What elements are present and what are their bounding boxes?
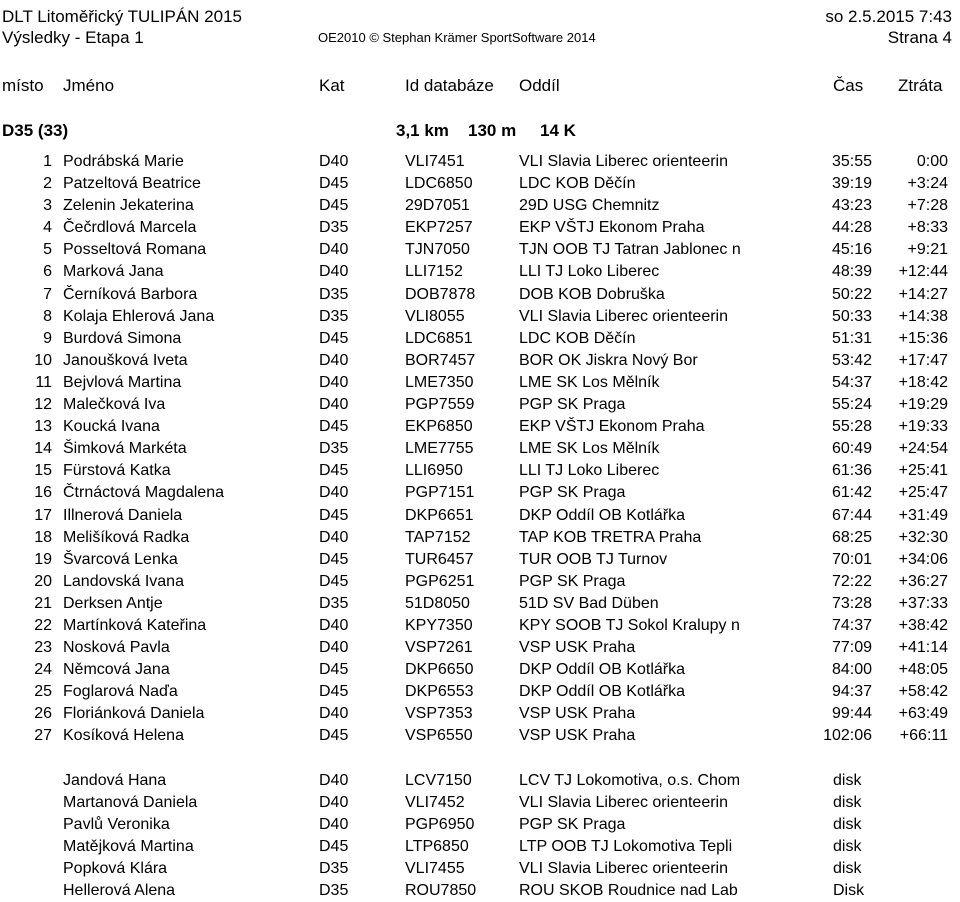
status: disk: [833, 793, 862, 811]
place: 25: [34, 683, 52, 701]
loss: +66:11: [899, 727, 948, 745]
competitor-name: Zelenin Jekaterina: [63, 197, 194, 215]
database-id: LCV7150: [405, 771, 472, 789]
database-id: PGP6251: [405, 572, 475, 590]
loss: +14:38: [898, 307, 948, 325]
table-row: [0, 151, 960, 173]
club: EKP VŠTJ Ekonom Praha: [519, 219, 705, 237]
loss: +58:42: [898, 683, 948, 701]
place: 13: [34, 418, 52, 436]
club: LDC KOB Děčín: [519, 175, 636, 193]
competitor-name: Kosíková Helena: [63, 727, 184, 745]
table-row: [0, 438, 960, 460]
competitor-name: Landovská Ivana: [63, 572, 184, 590]
place: 5: [43, 241, 52, 259]
database-id: LTP6850: [405, 837, 469, 855]
category: D35: [319, 440, 349, 458]
place: 8: [43, 307, 52, 325]
category: D35: [319, 859, 349, 877]
competitor-name: Kolaja Ehlerová Jana: [63, 307, 215, 325]
course-climb: 130 m: [468, 121, 517, 140]
loss: +31:49: [898, 506, 948, 524]
loss: +25:47: [898, 484, 948, 502]
loss: +15:36: [898, 329, 948, 347]
database-id: 51D8050: [405, 594, 470, 612]
table-row: [0, 482, 960, 504]
club: LME SK Los Mělník: [519, 373, 660, 391]
category: D35: [319, 594, 349, 612]
table-row: [0, 284, 960, 306]
table-row: [0, 217, 960, 239]
database-id: VSP7353: [405, 705, 473, 723]
time: 102:06: [823, 727, 872, 745]
table-row: [0, 350, 960, 372]
competitor-name: Matějková Martina: [63, 837, 194, 855]
database-id: DKP6650: [405, 661, 474, 679]
club: 51D SV Bad Düben: [519, 594, 659, 612]
time: 77:09: [831, 639, 872, 657]
time: 94:37: [831, 683, 872, 701]
loss: +8:33: [907, 219, 948, 237]
software-credit: OE2010 © Stephan Krämer SportSoftware 2014: [318, 30, 596, 45]
club: LCV TJ Lokomotiva, o.s. Chom: [519, 771, 741, 789]
database-id: 29D7051: [405, 197, 470, 215]
table-row: [0, 372, 960, 394]
category: D40: [319, 396, 349, 414]
table-row-disqualified: [0, 880, 960, 902]
place: 19: [34, 550, 52, 568]
place: 26: [34, 705, 52, 723]
database-id: KPY7350: [405, 616, 473, 634]
table-row: [0, 593, 960, 615]
category: D45: [319, 837, 349, 855]
place: 16: [34, 484, 52, 502]
club: 29D USG Chemnitz: [519, 197, 660, 215]
competitor-name: Martínková Kateřina: [63, 616, 207, 634]
time: 51:31: [831, 329, 872, 347]
club: ROU SKOB Roudnice nad Lab: [519, 882, 738, 899]
competitor-name: Fürstová Katka: [63, 462, 171, 480]
competitor-name: Koucká Ivana: [63, 418, 160, 436]
competitor-name: Marková Jana: [63, 263, 164, 281]
loss: +32:30: [898, 528, 948, 546]
category: D45: [319, 197, 349, 215]
table-row: [0, 261, 960, 283]
loss: +24:54: [898, 440, 948, 458]
time: 54:37: [831, 373, 872, 391]
club: LTP OOB TJ Lokomotiva Tepli: [519, 837, 733, 855]
time: 39:19: [831, 175, 872, 193]
database-id: LME7350: [405, 373, 474, 391]
col-loss: Ztráta: [898, 76, 943, 95]
category-name: D35 (33): [2, 121, 69, 140]
loss: +9:21: [907, 241, 948, 259]
time: 61:36: [831, 462, 872, 480]
category: D35: [319, 285, 349, 303]
place: 1: [43, 153, 52, 170]
time: 61:42: [831, 484, 872, 502]
club: VSP USK Praha: [519, 727, 636, 745]
place: 3: [43, 197, 52, 215]
database-id: LME7755: [405, 440, 474, 458]
competitor-name: Melišíková Radka: [63, 528, 190, 546]
database-id: LDC6851: [405, 329, 473, 347]
place: 4: [43, 219, 52, 237]
club: PGP SK Praga: [519, 815, 626, 833]
database-id: DKP6651: [405, 506, 474, 524]
table-row: [0, 306, 960, 328]
club: LLI TJ Loko Liberec: [519, 263, 660, 281]
table-row-disqualified: [0, 814, 960, 836]
status: disk: [833, 815, 862, 833]
time: 99:44: [831, 705, 872, 723]
time: 35:55: [831, 153, 872, 170]
table-row: [0, 460, 960, 482]
category: D40: [319, 241, 349, 259]
table-row: [0, 527, 960, 549]
category: D40: [319, 705, 349, 723]
results-table: [0, 151, 960, 902]
loss: +18:42: [898, 373, 948, 391]
place: 24: [34, 661, 52, 679]
time: 60:49: [831, 440, 872, 458]
col-database-id: Id databáze: [405, 76, 494, 95]
database-id: BOR7457: [405, 351, 476, 369]
loss: +25:41: [898, 462, 948, 480]
category: D40: [319, 528, 349, 546]
place: 18: [34, 528, 52, 546]
time: 48:39: [831, 263, 872, 281]
database-id: DOB7878: [405, 285, 476, 303]
competitor-name: Floriánková Daniela: [63, 705, 205, 723]
category: D40: [319, 639, 349, 657]
table-row: [0, 328, 960, 350]
place: 7: [43, 285, 52, 303]
competitor-name: Pavlů Veronika: [63, 815, 170, 833]
table-row-disqualified: [0, 858, 960, 880]
status: disk: [833, 837, 862, 855]
club: VSP USK Praha: [519, 705, 636, 723]
table-row-disqualified: [0, 770, 960, 792]
competitor-name: Martanová Daniela: [63, 793, 198, 811]
category: D35: [319, 307, 349, 325]
place: 23: [34, 639, 52, 657]
event-title: DLT Litoměřický TULIPÁN 2015: [2, 7, 242, 26]
loss: +38:42: [898, 616, 948, 634]
time: 45:16: [831, 241, 872, 259]
col-time: Čas: [833, 76, 864, 95]
table-row: [0, 571, 960, 593]
place: 22: [34, 616, 52, 634]
club: TUR OOB TJ Turnov: [519, 550, 668, 568]
table-row-disqualified: [0, 836, 960, 858]
competitor-name: Patzeltová Beatrice: [63, 175, 201, 193]
time: 44:28: [831, 219, 872, 237]
loss: +41:14: [898, 639, 948, 657]
place: 6: [43, 263, 52, 281]
club: PGP SK Praga: [519, 572, 626, 590]
category: D45: [319, 661, 349, 679]
club: VLI Slavia Liberec orienteerin: [519, 307, 729, 325]
competitor-name: Černíková Barbora: [63, 285, 198, 303]
table-row-disqualified: [0, 792, 960, 814]
loss: +7:28: [907, 197, 948, 215]
loss: +19:33: [898, 418, 948, 436]
loss: +48:05: [898, 661, 948, 679]
table-row: [0, 681, 960, 703]
database-id: VLI7452: [405, 793, 465, 811]
status: disk: [833, 859, 862, 877]
category: D40: [319, 263, 349, 281]
club: PGP SK Praga: [519, 484, 626, 502]
place: 14: [34, 440, 52, 458]
database-id: DKP6553: [405, 683, 474, 701]
time: 67:44: [831, 506, 872, 524]
table-row: [0, 416, 960, 438]
table-row: [0, 659, 960, 681]
club: VLI Slavia Liberec orienteerin: [519, 859, 729, 877]
table-row: [0, 725, 960, 747]
table-row: [0, 549, 960, 571]
category: D45: [319, 329, 349, 347]
database-id: TAP7152: [405, 528, 471, 546]
col-club: Oddíl: [519, 76, 560, 95]
place: 2: [43, 175, 52, 193]
category: D45: [319, 506, 349, 524]
loss: +12:44: [898, 263, 948, 281]
table-row: [0, 394, 960, 416]
club: DKP Oddíl OB Kotlářka: [519, 661, 685, 679]
col-place: místo: [2, 76, 44, 95]
competitor-name: Čtrnáctová Magdalena: [63, 484, 224, 502]
database-id: TJN7050: [405, 241, 470, 259]
club: VSP USK Praha: [519, 639, 636, 657]
time: 68:25: [831, 528, 872, 546]
database-id: ROU7850: [405, 882, 477, 899]
time: 73:28: [831, 594, 872, 612]
database-id: PGP7559: [405, 396, 475, 414]
section-gap: [0, 748, 960, 770]
club: VLI Slavia Liberec orienteerin: [519, 793, 729, 811]
competitor-name: Hellerová Alena: [63, 882, 176, 899]
course-length: 3,1 km: [396, 121, 449, 140]
course-controls: 14 K: [540, 121, 576, 140]
category: D45: [319, 572, 349, 590]
table-row: [0, 637, 960, 659]
loss: +3:24: [907, 175, 948, 193]
category: D45: [319, 683, 349, 701]
database-id: VLI7455: [405, 859, 465, 877]
competitor-name: Jandová Hana: [63, 771, 167, 789]
competitor-name: Popková Klára: [63, 859, 168, 877]
table-row: [0, 239, 960, 261]
club: EKP VŠTJ Ekonom Praha: [519, 418, 705, 436]
competitor-name: Švarcová Lenka: [63, 550, 178, 568]
loss: +17:47: [898, 351, 948, 369]
place: 12: [34, 396, 52, 414]
club: TAP KOB TRETRA Praha: [519, 528, 702, 546]
club: KPY SOOB TJ Sokol Kralupy n: [519, 616, 740, 634]
table-row: [0, 173, 960, 195]
category-heading: [0, 120, 960, 142]
category: D45: [319, 462, 349, 480]
place: 20: [34, 572, 52, 590]
competitor-name: Nosková Pavla: [63, 639, 170, 657]
print-datetime: so 2.5.2015 7:43: [825, 7, 952, 26]
competitor-name: Posseltová Romana: [63, 241, 207, 259]
club: LLI TJ Loko Liberec: [519, 462, 660, 480]
club: VLI Slavia Liberec orienteerin: [519, 153, 729, 170]
col-name: Jméno: [63, 76, 115, 95]
category: D40: [319, 815, 349, 833]
competitor-name: Foglarová Naďa: [63, 683, 178, 701]
database-id: PGP7151: [405, 484, 475, 502]
time: 70:01: [831, 550, 872, 568]
competitor-name: Burdová Simona: [63, 329, 182, 347]
place: 27: [34, 727, 52, 745]
place: 21: [34, 594, 52, 612]
place: 9: [43, 329, 52, 347]
category: D40: [319, 153, 349, 170]
place: 11: [35, 373, 52, 391]
category: D40: [319, 351, 349, 369]
competitor-name: Podrábská Marie: [63, 153, 184, 170]
category: D45: [319, 418, 349, 436]
category: D45: [319, 727, 349, 745]
database-id: EKP6850: [405, 418, 473, 436]
club: PGP SK Praga: [519, 396, 626, 414]
club: TJN OOB TJ Tatran Jablonec n: [519, 241, 741, 259]
club: DKP Oddíl OB Kotlářka: [519, 683, 685, 701]
time: 74:37: [831, 616, 872, 634]
database-id: VSP7261: [405, 639, 473, 657]
table-row: [0, 703, 960, 725]
loss: +34:06: [898, 550, 948, 568]
time: 50:22: [831, 285, 872, 303]
header-line-1: [0, 6, 960, 28]
loss: +14:27: [898, 285, 948, 303]
loss: +63:49: [898, 705, 948, 723]
time: 72:22: [831, 572, 872, 590]
time: 50:33: [831, 307, 872, 325]
database-id: EKP7257: [405, 219, 473, 237]
category: D45: [319, 175, 349, 193]
category: D40: [319, 373, 349, 391]
database-id: LLI6950: [405, 462, 463, 480]
database-id: LDC6850: [405, 175, 473, 193]
time: 84:00: [831, 661, 872, 679]
category: D35: [319, 219, 349, 237]
loss: 0:00: [916, 153, 948, 170]
table-row: [0, 195, 960, 217]
status: Disk: [833, 882, 865, 899]
category: D40: [319, 616, 349, 634]
time: 53:42: [831, 351, 872, 369]
loss: +19:29: [898, 396, 948, 414]
database-id: PGP6950: [405, 815, 475, 833]
category: D40: [319, 484, 349, 502]
club: DOB KOB Dobruška: [519, 285, 665, 303]
category: D35: [319, 882, 349, 899]
competitor-name: Malečková Iva: [63, 396, 166, 414]
competitor-name: Čečrdlová Marcela: [63, 219, 197, 237]
category: D40: [319, 793, 349, 811]
database-id: VLI8055: [405, 307, 465, 325]
loss: +36:27: [898, 572, 948, 590]
column-headers: [0, 75, 960, 97]
database-id: TUR6457: [405, 550, 474, 568]
results-title: Výsledky - Etapa 1: [2, 28, 144, 47]
club: BOR OK Jiskra Nový Bor: [519, 351, 698, 369]
time: 55:28: [831, 418, 872, 436]
category: D45: [319, 550, 349, 568]
competitor-name: Derksen Antje: [63, 594, 163, 612]
club: LDC KOB Děčín: [519, 329, 636, 347]
status: disk: [833, 771, 862, 789]
competitor-name: Němcová Jana: [63, 661, 170, 679]
database-id: VSP6550: [405, 727, 473, 745]
time: 55:24: [831, 396, 872, 414]
table-row: [0, 615, 960, 637]
club: LME SK Los Mělník: [519, 440, 660, 458]
competitor-name: Illnerová Daniela: [63, 506, 183, 524]
category: D40: [319, 771, 349, 789]
place: 15: [34, 462, 52, 480]
database-id: LLI7152: [405, 263, 463, 281]
table-row: [0, 505, 960, 527]
place: 10: [34, 351, 52, 369]
header-line-2: [0, 27, 960, 49]
place: 17: [34, 506, 52, 524]
competitor-name: Bejvlová Martina: [63, 373, 182, 391]
competitor-name: Janoušková Iveta: [63, 351, 188, 369]
page-number: Strana 4: [887, 28, 952, 47]
loss: +37:33: [898, 594, 948, 612]
time: 43:23: [831, 197, 872, 215]
database-id: VLI7451: [405, 153, 465, 170]
club: DKP Oddíl OB Kotlářka: [519, 506, 685, 524]
col-category: Kat: [319, 76, 345, 95]
competitor-name: Šimková Markéta: [63, 440, 187, 458]
